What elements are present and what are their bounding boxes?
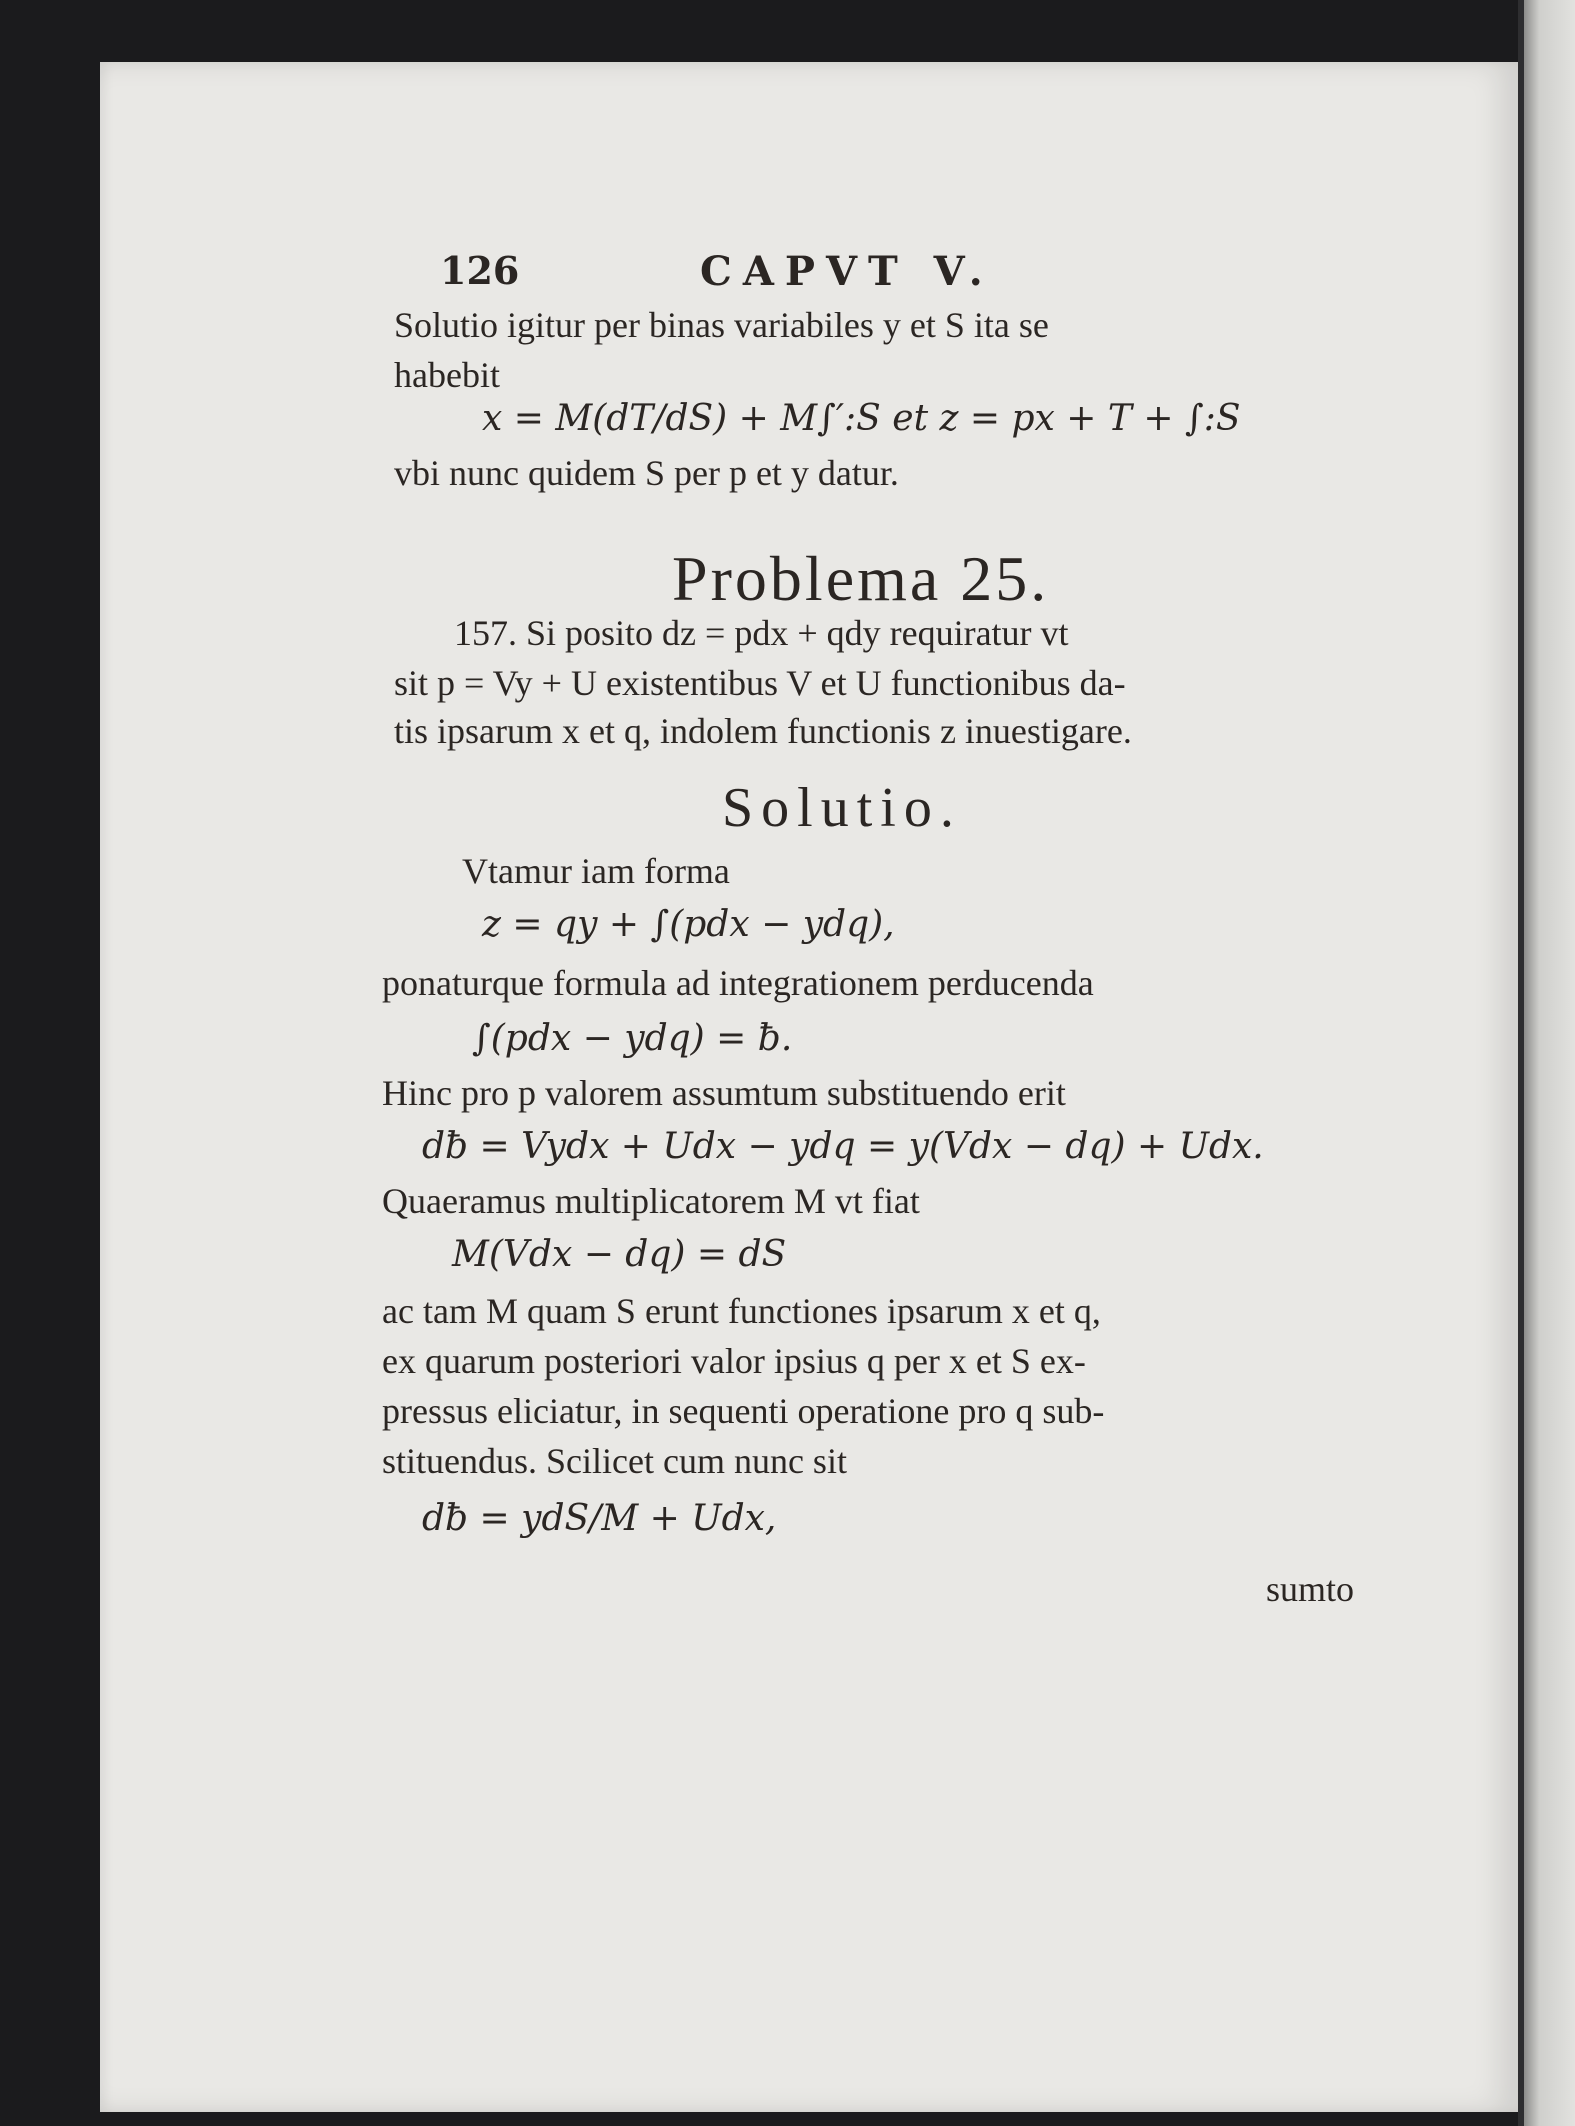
page-number: 126 bbox=[440, 248, 520, 293]
text-line: Quaeramus multiplicatorem M vt fiat bbox=[382, 1181, 920, 1221]
text-line: Vtamur iam forma bbox=[462, 851, 730, 891]
next-page-edge bbox=[1524, 0, 1575, 2126]
equation: z = qy + ∫(pdx − ydq), bbox=[482, 904, 895, 945]
text-line: Solutio igitur per binas variabiles y et S ita se bbox=[394, 305, 1049, 345]
text-line: vbi nunc quidem S per p et y datur. bbox=[394, 453, 899, 493]
equation: ∫(pdx − ydq) = ƀ. bbox=[472, 1018, 793, 1059]
text-line: ex quarum posteriori valor ipsius q per x et S ex- bbox=[382, 1341, 1086, 1381]
text-line: tis ipsarum x et q, indolem functionis z inuestigare. bbox=[394, 711, 1132, 751]
text-line: 157. Si posito dz = pdx + qdy requiratur vt bbox=[454, 613, 1069, 653]
section-heading: Solutio. bbox=[722, 777, 962, 839]
text-line: sit p = Vy + U existentibus V et U functionibus da- bbox=[394, 663, 1126, 703]
text-line: Hinc pro p valorem assumtum substituendo erit bbox=[382, 1073, 1066, 1113]
text-line: habebit bbox=[394, 355, 500, 395]
text-line: stituendus. Scilicet cum nunc sit bbox=[382, 1441, 847, 1481]
text-line: ac tam M quam S erunt functiones ipsarum x et q, bbox=[382, 1291, 1101, 1331]
catchword: sumto bbox=[1266, 1569, 1355, 1609]
text-line: ponaturque formula ad integrationem perducenda bbox=[382, 963, 1094, 1003]
equation: M(Vdx − dq) = dS bbox=[452, 1234, 787, 1275]
section-heading: Problema 25. bbox=[672, 543, 1050, 614]
book-page bbox=[100, 62, 1518, 2112]
running-head: CAPVT V. bbox=[700, 248, 994, 295]
equation: x = M(dT/dS) + M∫′:S et z = px + T + ∫:S bbox=[482, 398, 1241, 439]
text-line: pressus eliciatur, in sequenti operatione pro q sub- bbox=[382, 1391, 1105, 1431]
equation: dƀ = ydS/M + Udx, bbox=[422, 1498, 777, 1539]
equation: dƀ = Vydx + Udx − ydq = y(Vdx − dq) + Udx. bbox=[422, 1126, 1264, 1167]
